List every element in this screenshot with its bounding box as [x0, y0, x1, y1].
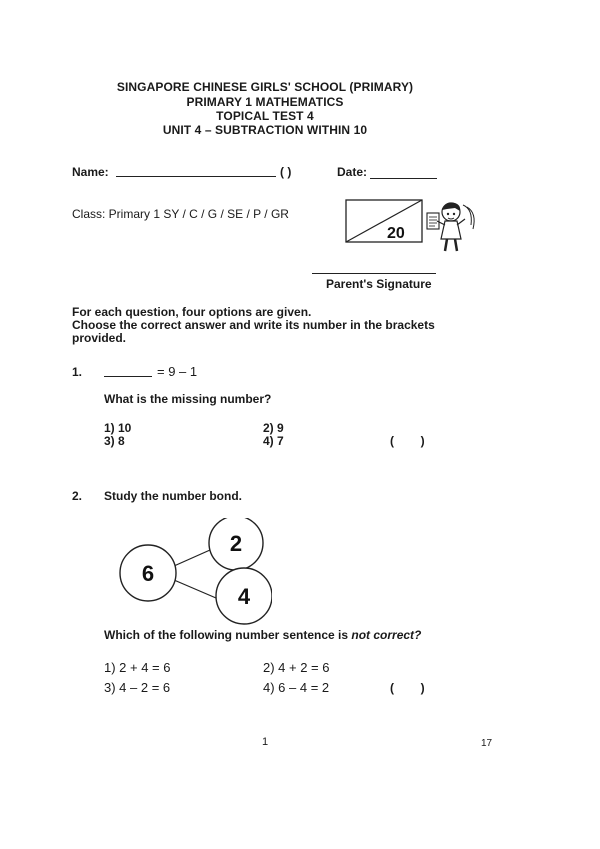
score-box [345, 198, 425, 244]
question-2-question-emphasis: not correct? [351, 628, 422, 642]
test-title: TOPICAL TEST 4 [216, 109, 314, 123]
question-2-question [104, 628, 421, 642]
question-1-option-1: 1) 10 [104, 421, 132, 435]
bond-part-bottom-value: 4 [237, 584, 251, 609]
instruction-line-2: Choose the correct answer and write its number in the brackets [72, 318, 435, 332]
question-1-option-4: 4) 7 [263, 434, 284, 448]
question-2-question-start: Which of the following number sentence is [104, 628, 352, 642]
parent-signature-label: Parent's Signature [326, 277, 432, 291]
parent-signature-line[interactable] [312, 273, 436, 274]
bond-connector-bottom [174, 580, 216, 598]
subject-title: PRIMARY 1 MATHEMATICS [186, 95, 344, 109]
question-2-option-4: 4) 6 – 4 = 2 [263, 680, 330, 695]
date-label: Date: [337, 165, 368, 179]
question-2-prompt: Study the number bond. [104, 489, 242, 503]
student-cartoon-icon [425, 199, 481, 255]
question-2-option-2: 2) 4 + 2 = 6 [263, 660, 330, 675]
name-label: Name: [72, 165, 109, 179]
date-field[interactable] [370, 178, 437, 179]
question-1-answer-brackets[interactable]: ( ) [390, 434, 425, 448]
index-number-brackets: ( ) [280, 165, 292, 179]
question-2-number: 2. [72, 489, 83, 503]
question-2-option-3: 3) 4 – 2 = 6 [104, 680, 171, 695]
question-1-number: 1. [72, 365, 83, 379]
bond-whole-value: 6 [141, 561, 155, 586]
class-label: Class: Primary 1 SY / C / G / SE / P / GR [72, 207, 289, 221]
instruction-line-1: For each question, four options are given. [72, 305, 312, 319]
page-number: 1 [262, 736, 269, 748]
question-2-option-1: 1) 2 + 4 = 6 [104, 660, 171, 675]
question-1-option-3: 3) 8 [104, 434, 125, 448]
corner-mark: 17 [481, 738, 493, 749]
unit-title: UNIT 4 – SUBTRACTION WITHIN 10 [162, 123, 368, 137]
question-1-blank[interactable] [104, 376, 152, 377]
instruction-line-3: provided. [72, 331, 127, 345]
bond-connector-top [174, 550, 210, 566]
bond-part-top-value: 2 [229, 531, 243, 556]
score-total: 20 [387, 225, 405, 242]
question-1-prompt: What is the missing number? [104, 392, 272, 406]
number-bond-diagram [112, 518, 272, 630]
question-1-option-2: 2) 9 [263, 421, 284, 435]
question-2-answer-brackets[interactable]: ( ) [390, 681, 425, 695]
question-1-equation: = 9 – 1 [157, 364, 198, 379]
name-field[interactable] [116, 176, 276, 177]
school-name: SINGAPORE CHINESE GIRLS' SCHOOL (PRIMARY) [116, 80, 414, 94]
